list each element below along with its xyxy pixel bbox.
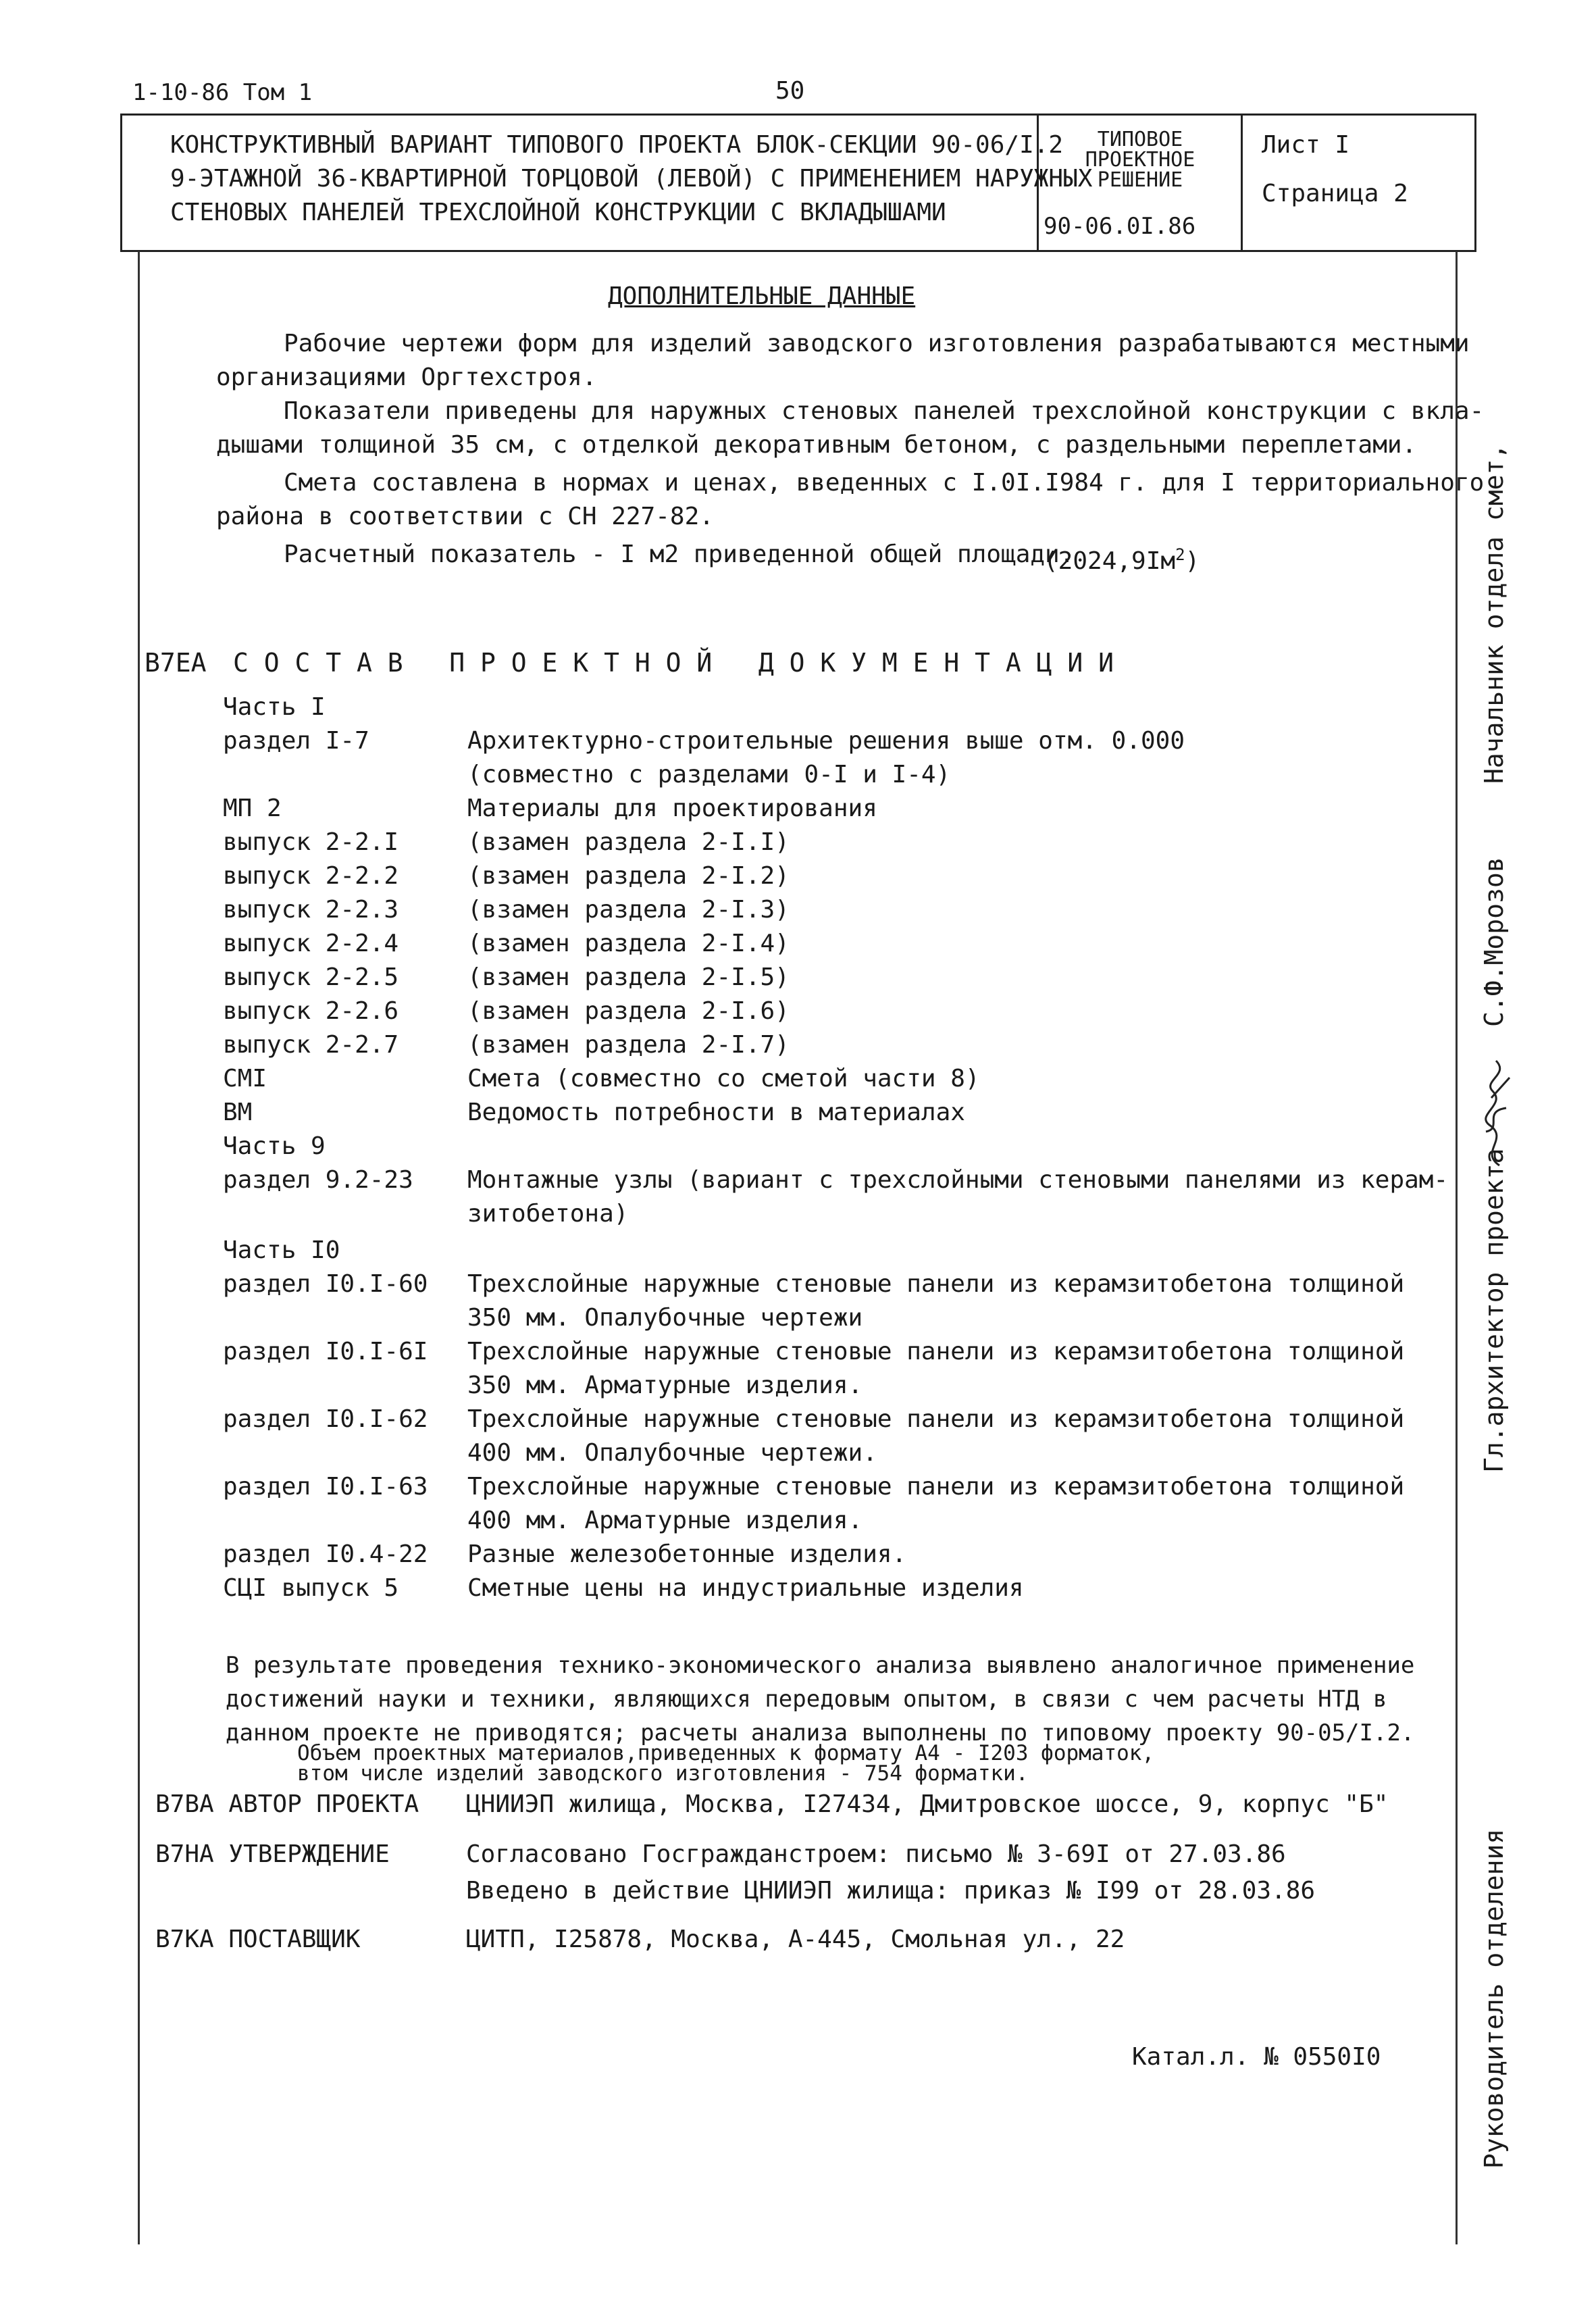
list-item-code: выпуск 2-2.4 bbox=[223, 930, 399, 957]
list-item-code: выпуск 2-2.5 bbox=[223, 963, 399, 991]
margin-signature-name: С.Ф.Морозов bbox=[1479, 857, 1509, 1027]
list-item bbox=[223, 724, 1506, 758]
analysis-line-2: достижений науки и техники, являющихся передовым опытом, в связи с чем расчеты НТД в bbox=[226, 1686, 1387, 1713]
list-item-desc: (совместно с разделами 0-I и I-4) bbox=[467, 761, 951, 788]
additional-line-7: Расчетный показатель - I м2 приведенной общей площади. bbox=[284, 540, 1075, 568]
sheet-label: Лист I bbox=[1262, 131, 1350, 159]
title-line-1: КОНСТРУКТИВНЫЙ ВАРИАНТ ТИПОВОГО ПРОЕКТА БЛОК-СЕКЦИИ 90-06/I.2 bbox=[170, 131, 1064, 159]
supplier-value: ЦИТП, I25878, Москва, А-445, Смольная ул., 22 bbox=[466, 1926, 1125, 1953]
margin-head-of-estimates: Начальник отдела смет, bbox=[1479, 443, 1509, 784]
list-item-desc: (взамен раздела 2-I.5) bbox=[467, 963, 790, 991]
title-line-3: СТЕНОВЫХ ПАНЕЛЕЙ ТРЕХСЛОЙНОЙ КОНСТРУКЦИИ С ВКЛАДЫШАМИ bbox=[170, 199, 946, 226]
frame-left bbox=[138, 251, 140, 2244]
approval-line-1: Согласовано Госгражданстроем: письмо № 3-69I от 27.03.86 bbox=[466, 1840, 1286, 1868]
list-item bbox=[223, 1197, 1506, 1231]
list-item-desc: 400 мм. Арматурные изделия. bbox=[467, 1507, 863, 1534]
list-item-desc: Монтажные узлы (вариант с трехслойными стеновыми панелями из керам- bbox=[467, 1166, 1449, 1194]
volume-note bbox=[297, 1743, 1154, 1784]
list-item bbox=[223, 961, 1506, 995]
list-item-code: Часть I0 bbox=[223, 1236, 340, 1264]
list-item bbox=[223, 893, 1506, 927]
analysis-paragraph bbox=[226, 1649, 1414, 1750]
list-item-desc: 400 мм. Опалубочные чертежи. bbox=[467, 1439, 877, 1467]
list-item-code: раздел I0.I-60 bbox=[223, 1270, 428, 1298]
decision-type-line-1: ТИПОВОЕ bbox=[1097, 128, 1183, 151]
additional-line-6: района в соответствии с СН 227-82. bbox=[216, 503, 714, 530]
list-item-desc: Архитектурно-строительные решения выше отм. 0.000 bbox=[467, 727, 1185, 755]
list-item bbox=[223, 792, 1506, 826]
list-item-desc: Смета (совместно со сметой части 8) bbox=[467, 1065, 980, 1092]
list-item bbox=[223, 1163, 1506, 1197]
list-item-code: выпуск 2-2.I bbox=[223, 828, 399, 856]
list-item bbox=[223, 995, 1506, 1028]
volume-line-1: Объем проектных материалов,приведенных к формату А4 - I203 форматок, bbox=[297, 1741, 1155, 1765]
list-item-code: выпуск 2-2.2 bbox=[223, 862, 399, 890]
list-item-code: раздел I0.I-62 bbox=[223, 1405, 428, 1433]
area-note-close: ) bbox=[1185, 547, 1200, 575]
list-item bbox=[223, 1234, 1506, 1267]
additional-line-4: дышами толщиной 35 см, с отделкой декоративным бетоном, с раздельными переплетами. bbox=[216, 431, 1417, 459]
additional-line-5: Смета составлена в нормах и ценах, введенных с I.0I.I984 г. для I территориального bbox=[284, 469, 1485, 497]
composition-heading: С О С Т А В П Р О Е К Т Н О Й Д О К У М Е Н Т А Ц И И bbox=[233, 648, 1114, 678]
list-item bbox=[223, 859, 1506, 893]
analysis-line-1: В результате проведения технико-экономического анализа выявлено аналогичное применение bbox=[226, 1652, 1415, 1679]
list-item-code: МП 2 bbox=[223, 795, 282, 822]
catalog-number: Катал.л. № 0550I0 bbox=[1132, 2043, 1381, 2071]
approval-code: В7НА УТВЕРЖДЕНИЕ bbox=[155, 1840, 390, 1868]
document-reference: 1-10-86 Том 1 bbox=[132, 79, 313, 106]
list-item-desc: Ведомость потребности в материалах bbox=[467, 1099, 965, 1126]
list-item bbox=[223, 1436, 1506, 1470]
list-item-desc: (взамен раздела 2-I.3) bbox=[467, 896, 790, 924]
list-item bbox=[223, 1470, 1506, 1504]
area-note-value: (2024,9Iм bbox=[1044, 547, 1176, 575]
page-label: Страница 2 bbox=[1262, 180, 1408, 207]
list-item-desc: Трехслойные наружные стеновые панели из керамзитобетона толщиной bbox=[467, 1270, 1405, 1298]
additional-line-1: Рабочие чертежи форм для изделий заводского изготовления разрабатываются местными bbox=[284, 330, 1470, 357]
list-item-desc: зитобетона) bbox=[467, 1200, 629, 1228]
list-item-code: раздел I0.4-22 bbox=[223, 1540, 428, 1568]
list-item-desc: Материалы для проектирования bbox=[467, 795, 877, 822]
list-item-desc: 350 мм. Арматурные изделия. bbox=[467, 1372, 863, 1399]
list-item-desc: Трехслойные наружные стеновые панели из керамзитобетона толщиной bbox=[467, 1338, 1405, 1365]
list-item bbox=[223, 1062, 1506, 1096]
list-item bbox=[223, 1335, 1506, 1369]
author-value: ЦНИИЭП жилища, Москва, I27434, Дмитровское шоссе, 9, корпус "Б" bbox=[466, 1790, 1389, 1818]
approval-line-2: Введено в действие ЦНИИЭП жилища: приказ № I99 от 28.03.86 bbox=[466, 1877, 1316, 1905]
list-item-desc: Сметные цены на индустриальные изделия bbox=[467, 1574, 1024, 1602]
list-item-code: раздел I0.I-6I bbox=[223, 1338, 428, 1365]
list-item-desc: (взамен раздела 2-I.6) bbox=[467, 997, 790, 1025]
margin-chief-architect: Гл.архитектор проекта bbox=[1479, 1148, 1509, 1473]
list-item bbox=[223, 1369, 1506, 1403]
list-item bbox=[223, 1096, 1506, 1130]
list-item bbox=[223, 1571, 1506, 1605]
list-item bbox=[223, 826, 1506, 859]
analysis-line-3: данном проекте не приводятся; расчеты анализа выполнены по типовому проекту 90-05/I.2. bbox=[226, 1719, 1415, 1746]
area-note bbox=[1044, 538, 1200, 578]
list-item-desc: (взамен раздела 2-I.2) bbox=[467, 862, 790, 890]
list-item-code: раздел I0.I-63 bbox=[223, 1473, 428, 1501]
additional-line-2: организациями Оргтехстроя. bbox=[216, 363, 597, 391]
list-item-code: ВМ bbox=[223, 1099, 253, 1126]
decision-type bbox=[1049, 130, 1231, 191]
decision-type-line-2: ПРОЕКТНОЕ bbox=[1085, 148, 1195, 172]
list-item-desc: 350 мм. Опалубочные чертежи bbox=[467, 1304, 863, 1332]
decision-type-line-3: РЕШЕНИЕ bbox=[1097, 168, 1183, 192]
list-item-code: раздел I-7 bbox=[223, 727, 369, 755]
list-item bbox=[223, 1403, 1506, 1436]
list-item bbox=[223, 1130, 1506, 1163]
list-item-code: СЦI выпуск 5 bbox=[223, 1574, 399, 1602]
margin-head-of-department: Руководитель отделения bbox=[1479, 1828, 1509, 2169]
list-item-code: выпуск 2-2.7 bbox=[223, 1031, 399, 1059]
additional-heading: ДОПОЛНИТЕЛЬНЫЕ ДАННЫЕ bbox=[608, 282, 916, 310]
list-item-code: Часть 9 bbox=[223, 1132, 326, 1160]
list-item-code: Часть I bbox=[223, 693, 326, 721]
additional-line-3: Показатели приведены для наружных стеновых панелей трехслойной конструкции с вкла- bbox=[284, 397, 1485, 425]
list-item bbox=[223, 1538, 1506, 1571]
list-item bbox=[223, 927, 1506, 961]
list-item bbox=[223, 1028, 1506, 1062]
list-item bbox=[223, 1504, 1506, 1538]
list-item-code: СМI bbox=[223, 1065, 267, 1092]
list-item-desc: Разные железобетонные изделия. bbox=[467, 1540, 907, 1568]
list-item-code: выпуск 2-2.6 bbox=[223, 997, 399, 1025]
list-item bbox=[223, 1301, 1506, 1335]
list-item-desc: (взамен раздела 2-I.7) bbox=[467, 1031, 790, 1059]
list-item-desc: Трехслойные наружные стеновые панели из керамзитобетона толщиной bbox=[467, 1405, 1405, 1433]
composition-code: В7ЕА bbox=[145, 648, 207, 678]
volume-line-2: втом числе изделий заводского изготовления - 754 форматки. bbox=[297, 1761, 1029, 1786]
list-item-code: раздел 9.2-23 bbox=[223, 1166, 413, 1194]
list-item bbox=[223, 1267, 1506, 1301]
list-item bbox=[223, 758, 1506, 792]
author-code: В7ВА АВТОР ПРОЕКТА bbox=[155, 1790, 419, 1818]
handwritten-signature bbox=[1472, 1051, 1520, 1169]
list-item-desc: (взамен раздела 2-I.I) bbox=[467, 828, 790, 856]
list-item bbox=[223, 690, 1506, 724]
page-number: 50 bbox=[775, 77, 805, 105]
list-item-desc: (взамен раздела 2-I.4) bbox=[467, 930, 790, 957]
supplier-code: В7КА ПОСТАВЩИК bbox=[155, 1926, 361, 1953]
project-code: 90-06.0I.86 bbox=[1044, 213, 1196, 240]
area-note-superscript: 2 bbox=[1175, 545, 1185, 564]
title-line-2: 9-ЭТАЖНОЙ 36-КВАРТИРНОЙ ТОРЦОВОЙ (ЛЕВОЙ) С ПРИМЕНЕНИЕМ НАРУЖНЫХ bbox=[170, 165, 1093, 193]
list-item-code: выпуск 2-2.3 bbox=[223, 896, 399, 924]
list-item-desc: Трехслойные наружные стеновые панели из керамзитобетона толщиной bbox=[467, 1473, 1405, 1501]
